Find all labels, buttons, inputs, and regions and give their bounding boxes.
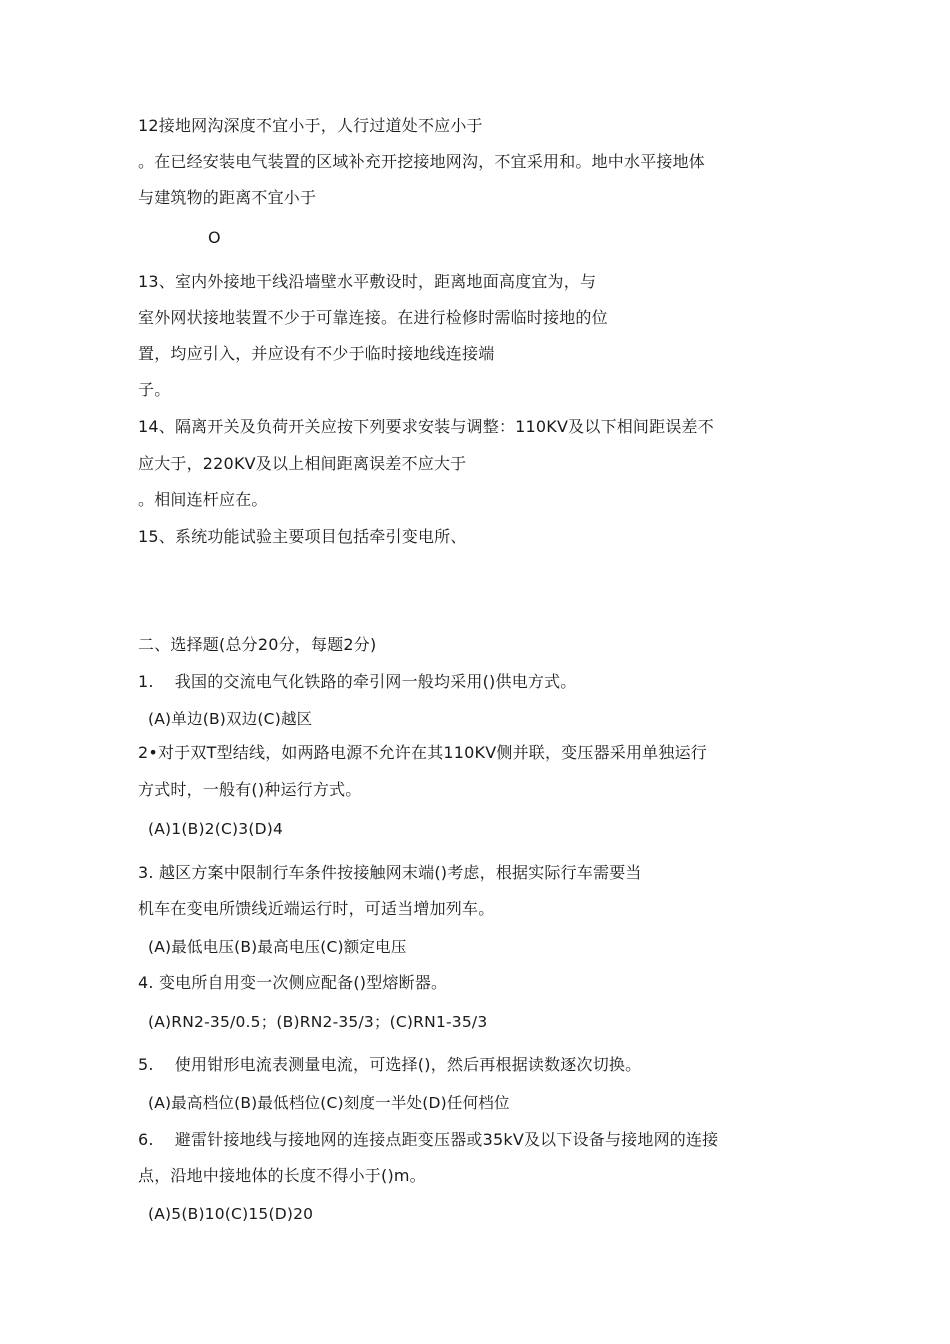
mc-q4-options: (A)RN2-35/0.5；(B)RN2-35/3；(C)RN1-35/3 (148, 1013, 488, 1031)
mc-q1-stem: 1. 我国的交流电气化铁路的牵引网一般均采用()供电方式。 (138, 672, 577, 691)
q15-line-1: 15、系统功能试验主要项目包括牵引变电所、 (138, 527, 467, 546)
section-2-heading: 二、选择题(总分20分，每题2分) (138, 635, 377, 654)
q14-line-2: 应大于，220KV及以上相间距离误差不应大于 (138, 454, 467, 473)
mc-q2-stem-line-2: 方式时，一般有()种运行方式。 (138, 780, 362, 799)
mc-q6-stem-line-2: 点，沿地中接地体的长度不得小于()m。 (138, 1166, 426, 1185)
mc-q2-options: (A)1(B)2(C)3(D)4 (148, 820, 284, 838)
q13-line-3: 置，均应引入，并应设有不少于临时接地线连接端 (138, 344, 495, 363)
q13-line-4: 子。 (138, 380, 171, 399)
q13-line-2: 室外网状接地装置不少于可靠连接。在进行检修时需临时接地的位 (138, 308, 608, 327)
mc-q1-options: (A)单边(B)双边(C)越区 (148, 710, 313, 728)
q12-line-3: 与建筑物的距离不宜小于 (138, 188, 317, 207)
q14-line-3: 。相间连杆应在。 (138, 490, 268, 509)
mc-q5-options: (A)最高档位(B)最低档位(C)刻度一半处(D)任何档位 (148, 1094, 510, 1112)
mc-q4-stem: 4. 变电所自用变一次侧应配备()型熔断器。 (138, 973, 448, 992)
q13-line-1: 13、室内外接地干线沿墙壁水平敷设时，距离地面高度宜为，与 (138, 272, 597, 291)
mc-q3-stem-line-2: 机车在变电所馈线近端运行时，可适当增加列车。 (138, 899, 495, 918)
mc-q5-stem: 5. 使用钳形电流表测量电流，可选择()，然后再根据读数逐次切换。 (138, 1055, 642, 1074)
mc-q3-options: (A)最低电压(B)最高电压(C)额定电压 (148, 938, 407, 956)
q12-line-1: 12接地网沟深度不宜小于，人行过道处不应小于 (138, 116, 483, 135)
mc-q6-options: (A)5(B)10(C)15(D)20 (148, 1205, 314, 1223)
q14-line-1: 14、隔离开关及负荷开关应按下列要求安装与调整：110KV及以下相间距误差不 (138, 417, 714, 436)
mc-q3-stem-line-1: 3. 越区方案中限制行车条件按接触网末端()考虑，根据实际行车需要当 (138, 863, 642, 882)
mc-q6-stem-line-1: 6. 避雷针接地线与接地网的连接点距变压器或35kV及以下设备与接地网的连接 (138, 1130, 719, 1149)
q12-line-2: 。在已经安装电气装置的区域补充开挖接地网沟，不宜采用和。地中水平接地体 (138, 152, 706, 171)
mc-q2-stem-line-1: 2•对于双T型结线，如两路电源不允许在其110KV侧并联，变压器采用单独运行 (138, 743, 707, 762)
q12-line-4: O (208, 228, 221, 247)
